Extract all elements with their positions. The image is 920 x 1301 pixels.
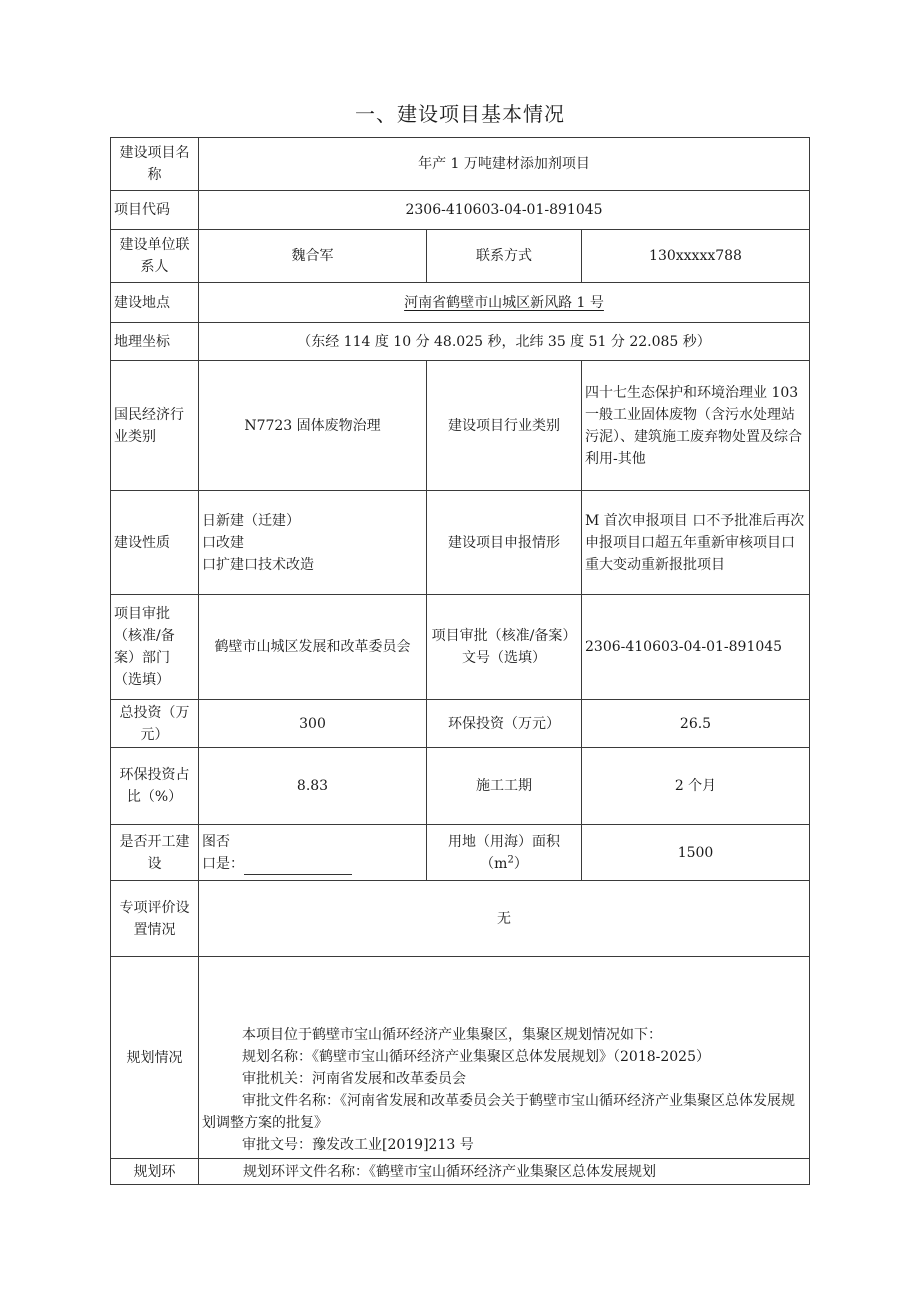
value-industry: N7723 固体废物治理 xyxy=(199,361,427,491)
yes-blank-line[interactable] xyxy=(244,860,352,875)
value-land-area: 1500 xyxy=(582,825,810,881)
row-special-eval xyxy=(111,881,810,957)
checkbox-new-build[interactable]: 日新建（迁建） xyxy=(202,512,300,529)
label-env-investment: 环保投资（万元） xyxy=(427,700,582,748)
label-declaration: 建设项目申报情形 xyxy=(427,491,582,595)
label-approval-doc: 项目审批（核准/备案）文号（选填） xyxy=(427,595,582,700)
project-info-table xyxy=(110,137,810,1185)
label-approval-dept: 项目审批（核准/备案）部门（选填） xyxy=(111,595,199,700)
label-total-investment: 总投资（万元） xyxy=(111,700,199,748)
value-env-investment: 26.5 xyxy=(582,700,810,748)
row-industry xyxy=(111,361,810,491)
label-land-area: 用地（用海）面积$(m^2)$ xyxy=(427,825,582,881)
value-planning-env: 规划环评文件名称：《鹤壁市宝山循环经济产业集聚区总体发展规划 xyxy=(199,1159,810,1185)
row-ratio xyxy=(111,748,810,825)
checkbox-rebuild[interactable]: 口改建 xyxy=(202,534,244,551)
row-coordinates xyxy=(111,323,810,361)
value-project-name: 年产 1 万吨建材添加剂项目 xyxy=(199,138,810,191)
row-project-name xyxy=(111,138,810,191)
planning-line: 审批文号：豫发改工业[2019]213 号 xyxy=(242,1137,474,1153)
value-approval-dept: 鹤壁市山城区发展和改革委员会 xyxy=(199,595,427,700)
value-contact-method: 130xxxxx788 xyxy=(582,230,810,283)
value-total-investment: 300 xyxy=(199,700,427,748)
label-planning: 规划情况 xyxy=(111,957,199,1159)
row-approval xyxy=(111,595,810,700)
row-nature xyxy=(111,491,810,595)
started-options xyxy=(199,825,427,881)
label-coordinates: 地理坐标 xyxy=(111,323,199,361)
planning-line: 规划名称：《鹤壁市宝山循环经济产业集聚区总体发展规划》（2018-2025） xyxy=(242,1049,710,1065)
label-construction-period: 施工工期 xyxy=(427,748,582,825)
row-planning xyxy=(111,957,810,1159)
label-planning-env: 规划环 xyxy=(111,1159,199,1185)
value-project-industry: 四十七生态保护和环境治理业 103 一般工业固体废物（含污水处理站污泥）、建筑施工废弃物处置及综合利用-其他 xyxy=(582,361,810,491)
planning-line: 审批文件名称：《河南省发展和改革委员会关于鹤壁市宝山循环经济产业集聚区总体发展规划调整方案的批复》 xyxy=(202,1093,795,1131)
label-contact-person: 建设单位联系人 xyxy=(111,230,199,283)
row-project-code xyxy=(111,191,810,230)
label-special-eval: 专项评价设置情况 xyxy=(111,881,199,957)
value-location: 河南省鹤壁市山城区新风路 1 号 xyxy=(404,294,604,311)
planning-content xyxy=(199,957,810,1159)
checkbox-no[interactable]: 图否 xyxy=(202,833,230,850)
row-started xyxy=(111,825,810,881)
value-approval-doc: 2306-410603-04-01-891045 xyxy=(582,595,810,700)
label-project-industry: 建设项目行业类别 xyxy=(427,361,582,491)
value-special-eval: 无 xyxy=(199,881,810,957)
row-location xyxy=(111,283,810,323)
label-project-name: 建设项目名称 xyxy=(111,138,199,191)
nature-options xyxy=(199,491,427,595)
row-planning-env xyxy=(111,1159,810,1185)
label-nature: 建设性质 xyxy=(111,491,199,595)
label-env-ratio: 环保投资占比（%） xyxy=(111,748,199,825)
declaration-options[interactable]: M 首次申报项目 口不予批准后再次申报项目口超五年重新审核项目口重大变动重新报批项目 xyxy=(582,491,810,595)
planning-line: 审批机关：河南省发展和改革委员会 xyxy=(242,1071,466,1087)
label-started: 是否开工建设 xyxy=(111,825,199,881)
value-construction-period: 2 个月 xyxy=(582,748,810,825)
checkbox-expand[interactable]: 口扩建口技术改造 xyxy=(202,556,314,573)
page-title: 一、建设项目基本情况 xyxy=(355,102,565,126)
label-location: 建设地点 xyxy=(111,283,199,323)
value-contact-person: 魏合军 xyxy=(199,230,427,283)
checkbox-yes[interactable]: 口是： xyxy=(202,855,244,872)
row-investment xyxy=(111,700,810,748)
planning-line: 本项目位于鹤壁市宝山循环经济产业集聚区，集聚区规划情况如下： xyxy=(242,1027,662,1043)
row-contact xyxy=(111,230,810,283)
value-project-code: 2306-410603-04-01-891045 xyxy=(199,191,810,230)
label-project-code: 项目代码 xyxy=(111,191,199,230)
checkbox-yes-row xyxy=(202,853,423,875)
value-env-ratio: 8.83 xyxy=(199,748,427,825)
label-industry: 国民经济行业类别 xyxy=(111,361,199,491)
label-contact-method: 联系方式 xyxy=(427,230,582,283)
value-coordinates: （东经 114 度 10 分 48.025 秒，北纬 35 度 51 分 22.085 秒） xyxy=(199,323,810,361)
